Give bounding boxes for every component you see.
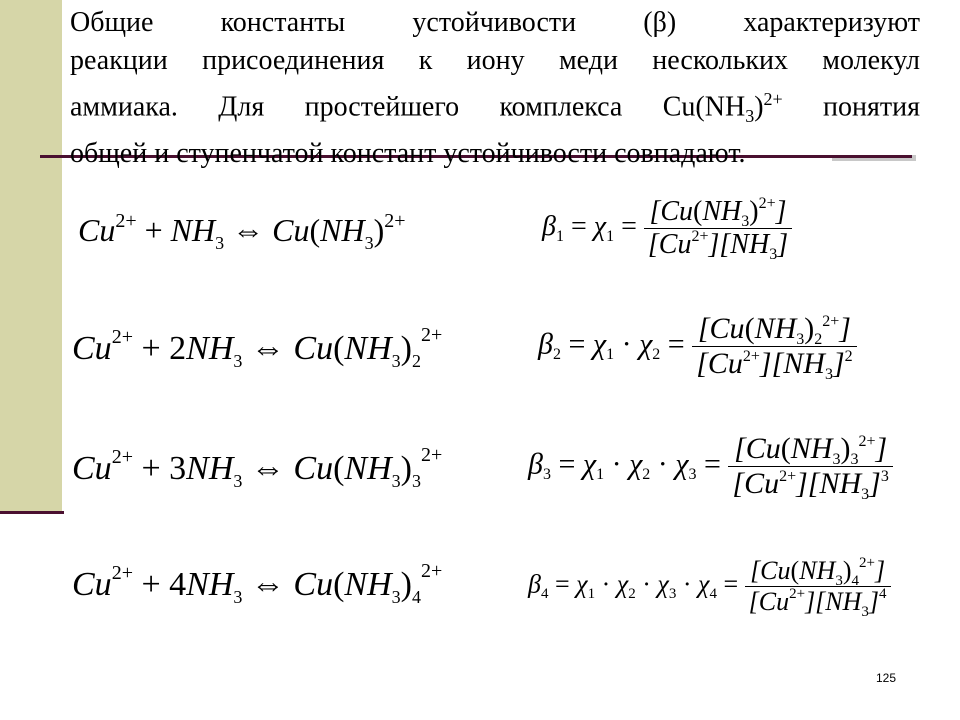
- intro-line-1: Общие константы устойчивости (β) характеризуют: [70, 7, 920, 38]
- intro-line-4: общей и ступенчатой констант устойчивости совпадают.: [70, 137, 746, 169]
- reaction-3: $Cu^{2+} + 3NH_3$ ⇔ $Cu(NH_3)_3^{2+}$: [72, 444, 443, 491]
- reaction-2: $Cu^{2+} + 2NH_3$ ⇔ $Cu(NH_3)_2^{2+}$: [72, 324, 443, 371]
- equation-beta-1: $\beta_1 = \chi_1$ = $\frac{[Cu(NH_3)^{2+}]}{[Cu^{2+}][NH_3]}$: [542, 196, 792, 261]
- intro-paragraph: [70, 4, 920, 173]
- equation-beta-2: $\beta_2 = \chi_1 \cdot \chi_2$ = $\frac{[Cu(NH_3)_2^{2+}]}{[Cu^{2+}][NH_3]^2}$: [538, 312, 857, 381]
- equation-beta-4: $\beta_4 = \chi_1 \cdot \chi_2 \cdot \chi_3 \cdot \chi_4$ = $\frac{[Cu(NH_3)_4^{2+}]}{[Cu^{2+}][NH_3]^4}$: [528, 556, 891, 617]
- sidebar-decoration: [0, 0, 62, 512]
- reaction-4: $Cu^{2+} + 4NH_3$ ⇔ $Cu(NH_3)_4^{2+}$: [72, 560, 443, 607]
- intro-line-3: аммиака. Для простейшего комплекса $Cu(NH_3)^{2+}$ понятия: [70, 89, 920, 126]
- intro-line-2: реакции присоединения к иону меди нескольких молекул: [70, 45, 920, 76]
- reaction-1: $Cu^{2+} + NH_3$ ⇔ $Cu(NH_3)^{2+}$: [78, 210, 406, 253]
- sidebar-accent-line: [0, 511, 64, 514]
- slide-number: 125: [876, 671, 897, 685]
- equation-beta-3: $\beta_3 = \chi_1 \cdot \chi_2 \cdot \chi_3$ = $\frac{[Cu(NH_3)_3^{2+}]}{[Cu^{2+}][NH_3]^3}$: [528, 432, 893, 501]
